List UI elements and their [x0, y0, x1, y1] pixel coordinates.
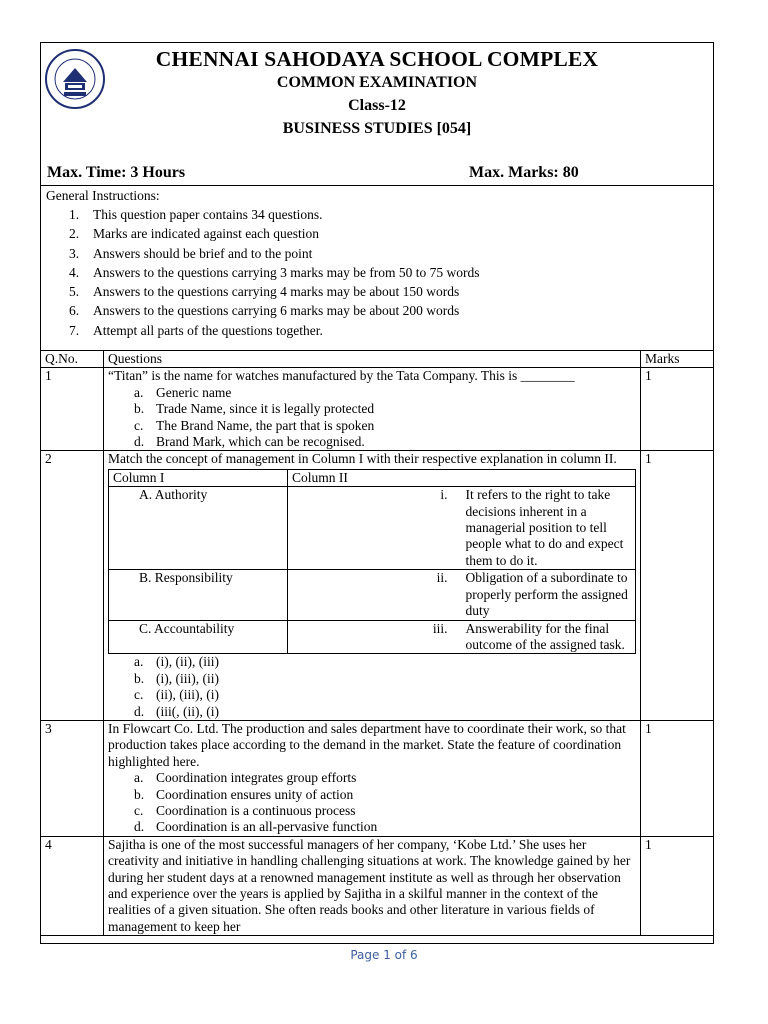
options-list [108, 654, 636, 720]
subject-label: BUSINESS STUDIES [054] [282, 120, 472, 137]
match-explanation: Answerability for the final outcome of the assigned task. [462, 620, 636, 654]
question-number: 2 [41, 451, 104, 721]
question-stem: Sajitha is one of the most successful managers of her company, ‘Kobe Ltd.’ She uses her creativity and initiative in handling challenging situations at work. The knowledge gained by her during her student days at a renowned management institute as well as through her observation and experience over the years is applied by Sajitha in a skilful manner in the context of the realities of a given situation. She often reads books and other literature in various fields of management to keep her [108, 836, 631, 934]
match-roman: iii. [288, 620, 462, 654]
header-qno: Q.No. [41, 351, 104, 368]
match-explanation: It refers to the right to take decisions inherent in a managerial position to tell people what to do and expect them to do it. [462, 487, 636, 570]
instruction-item: 3. Answers should be brief and to the point [69, 245, 313, 261]
match-concept: C. Accountability [109, 620, 288, 654]
question-number: 1 [41, 368, 104, 451]
school-name: CHENNAI SAHODAYA SCHOOL COMPLEX [155, 47, 599, 71]
general-instructions [41, 186, 713, 351]
question-marks: 1 [641, 720, 714, 836]
match-col1-head: Column I [109, 469, 288, 486]
question-stem: “Titan” is the name for watches manufactured by the Tata Company. This is ________ [108, 368, 575, 384]
option-item: b. Trade Name, since it is legally protected [134, 401, 375, 417]
instructions-title: General Instructions: [46, 188, 160, 203]
class-label: Class-12 [348, 97, 406, 114]
question-number: 4 [41, 836, 104, 935]
match-row [109, 570, 636, 620]
instruction-item: 1. This question paper contains 34 questions. [69, 207, 323, 222]
option-item: a. Coordination integrates group efforts [134, 770, 357, 786]
option-item: c. Coordination is a continuous process [134, 802, 356, 818]
instructions-list [69, 205, 480, 340]
page-number: Page 1 of 6 [350, 948, 418, 962]
option-item: c. (ii), (iii), (i) [134, 687, 219, 703]
option-item: c. The Brand Name, the part that is spoken [134, 417, 375, 433]
question-row-1 [41, 368, 713, 451]
table-header-row [41, 351, 713, 368]
option-item: a. (i), (ii), (iii) [134, 654, 219, 670]
header-questions: Questions [104, 351, 641, 368]
option-item: b. (i), (iii), (ii) [134, 670, 219, 686]
question-marks: 1 [641, 451, 714, 721]
question-marks: 1 [641, 368, 714, 451]
match-row [109, 620, 636, 654]
question-row-3 [41, 720, 713, 836]
option-item: d. (iii(, (ii), (i) [134, 703, 219, 719]
max-time: Max. Time: 3 Hours [47, 164, 186, 181]
match-concept: A. Authority [109, 487, 288, 570]
options-list [108, 385, 636, 451]
exam-title: COMMON EXAMINATION [276, 74, 478, 91]
match-roman: i. [288, 487, 462, 570]
question-body [104, 451, 641, 721]
questions-table [41, 351, 713, 936]
option-item: d. Brand Mark, which can be recognised. [134, 434, 365, 450]
question-row-2 [41, 451, 713, 721]
match-row [109, 487, 636, 570]
option-item: a. Generic name [134, 384, 232, 400]
question-stem: In Flowcart Co. Ltd. The production and sales department have to coordinate their work, so that production takes place according to the demand in the market. State the feature of coordination highlighted here. [108, 720, 626, 769]
instruction-item: 7. Attempt all parts of the questions together. [69, 322, 323, 338]
instruction-item: 4. Answers to the questions carrying 3 marks may be from 50 to 75 words [69, 264, 480, 280]
option-item: d. Coordination is an all-pervasive function [134, 819, 378, 835]
match-concept: B. Responsibility [109, 570, 288, 620]
match-col2-head: Column II [288, 469, 636, 486]
header-marks: Marks [641, 351, 714, 368]
paper-header [41, 43, 713, 186]
question-body [104, 368, 641, 451]
question-body [104, 720, 641, 836]
instruction-item: 6. Answers to the questions carrying 6 marks may be about 200 words [69, 303, 460, 319]
option-item: b. Coordination ensures unity of action [134, 786, 354, 802]
instruction-item: 2. Marks are indicated against each question [69, 226, 320, 242]
question-stem: Match the concept of management in Column I with their respective explanation in column II. [108, 451, 617, 467]
match-explanation: Obligation of a subordinate to properly perform the assigned duty [462, 570, 636, 620]
question-number: 3 [41, 720, 104, 836]
options-list [108, 770, 636, 836]
question-row-4 [41, 836, 713, 935]
match-roman: ii. [288, 570, 462, 620]
match-header-row [109, 469, 636, 486]
question-marks: 1 [641, 836, 714, 935]
question-paper [40, 42, 714, 944]
question-body [104, 836, 641, 935]
max-marks: Max. Marks: 80 [469, 164, 579, 181]
instruction-item: 5. Answers to the questions carrying 4 marks may be about 150 words [69, 284, 460, 300]
match-table [108, 469, 636, 654]
